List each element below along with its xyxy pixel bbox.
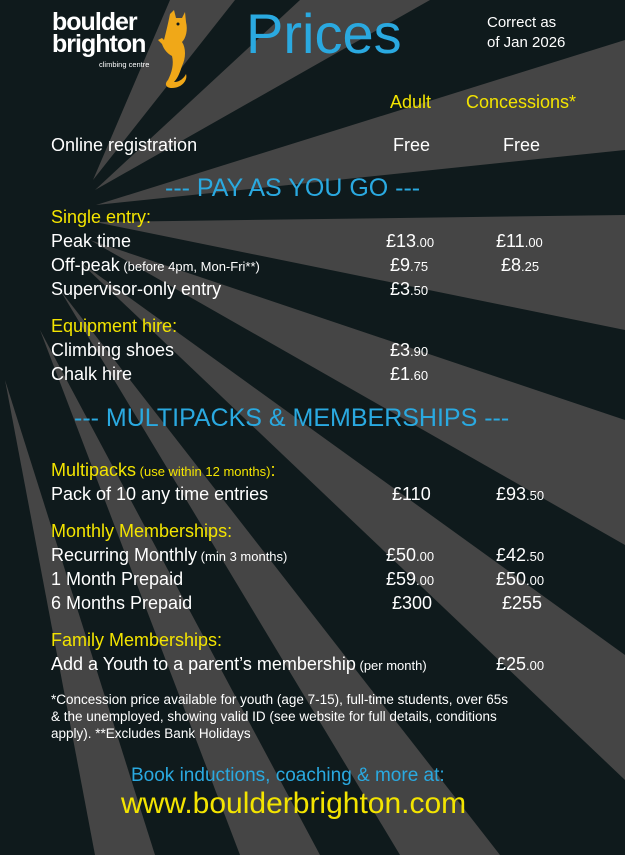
footnote-line3: apply). **Excludes Bank Holidays <box>51 726 251 741</box>
date-note-line1: Correct as <box>487 14 557 31</box>
six-months-prepaid-label: 6 Months Prepaid <box>51 593 193 613</box>
off-peak-label: Off-peak (before 4pm, Mon-Fri**) <box>51 255 260 275</box>
add-youth-label: Add a Youth to a parent’s membership (per month) <box>51 654 427 674</box>
recurring-monthly-concession-price: £42.50 <box>496 545 545 565</box>
peak-time-concession-price: £11.00 <box>496 231 543 251</box>
footnote-line1: *Concession price available for youth (age 7-15), full-time students, over 65s <box>51 692 508 707</box>
section-heading-multipacks: --- MULTIPACKS & MEMBERSHIPS --- <box>74 404 510 432</box>
website-url[interactable]: www.boulderbrighton.com <box>121 787 467 820</box>
cta-line: Book inductions, coaching & more at: <box>131 765 445 786</box>
family-memberships-heading: Family Memberships: <box>51 630 223 650</box>
supervisor-entry-adult-price: £3.50 <box>390 279 429 299</box>
off-peak-concession-price: £8.25 <box>501 255 540 275</box>
recurring-monthly-label: Recurring Monthly (min 3 months) <box>51 545 288 565</box>
six-months-prepaid-adult-price: £300 <box>392 593 433 613</box>
six-months-prepaid-concession-price: £255 <box>502 593 543 613</box>
supervisor-entry-label: Supervisor-only entry <box>51 279 222 299</box>
equipment-hire-heading: Equipment hire: <box>51 316 178 336</box>
recurring-monthly-adult-price: £50.00 <box>386 545 435 565</box>
climbing-shoes-adult-price: £3.90 <box>390 340 429 360</box>
single-entry-heading: Single entry: <box>51 207 152 227</box>
chalk-hire-adult-price: £1.60 <box>390 364 429 384</box>
logo <box>52 10 192 90</box>
pack-of-10-concession-price: £93.50 <box>496 484 545 504</box>
page-title: Prices <box>246 2 402 65</box>
one-month-prepaid-label: 1 Month Prepaid <box>51 569 184 589</box>
column-header-adult: Adult <box>390 92 432 112</box>
chalk-hire-label: Chalk hire <box>51 364 133 384</box>
pack-of-10-adult-price: £110 <box>392 484 431 504</box>
logo-subtitle: climbing centre <box>99 60 150 69</box>
date-note-line2: of Jan 2026 <box>487 34 566 51</box>
one-month-prepaid-concession-price: £50.00 <box>496 569 545 589</box>
climbing-shoes-label: Climbing shoes <box>51 340 175 360</box>
multipacks-heading: Multipacks (use within 12 months): <box>51 460 276 480</box>
off-peak-adult-price: £9.75 <box>390 255 429 275</box>
climbing-cat-icon <box>152 10 192 90</box>
logo-word-boulder: boulder <box>52 8 137 36</box>
online-registration-adult: Free <box>393 135 431 155</box>
logo-word-brighton: brighton <box>52 30 146 58</box>
pack-of-10-label: Pack of 10 any time entries <box>51 484 269 504</box>
add-youth-price: £25.00 <box>496 654 545 674</box>
peak-time-label: Peak time <box>51 231 132 251</box>
online-registration-concession: Free <box>503 135 541 155</box>
online-registration-label: Online registration <box>51 135 198 155</box>
monthly-memberships-heading: Monthly Memberships: <box>51 521 233 541</box>
one-month-prepaid-adult-price: £59.00 <box>386 569 435 589</box>
peak-time-adult-price: £13.00 <box>386 231 435 251</box>
section-heading-payg: --- PAY AS YOU GO --- <box>165 174 421 202</box>
footnote-line2: & the unemployed, showing valid ID (see website for full details, conditions <box>51 709 497 724</box>
column-header-concessions: Concessions* <box>466 92 577 112</box>
